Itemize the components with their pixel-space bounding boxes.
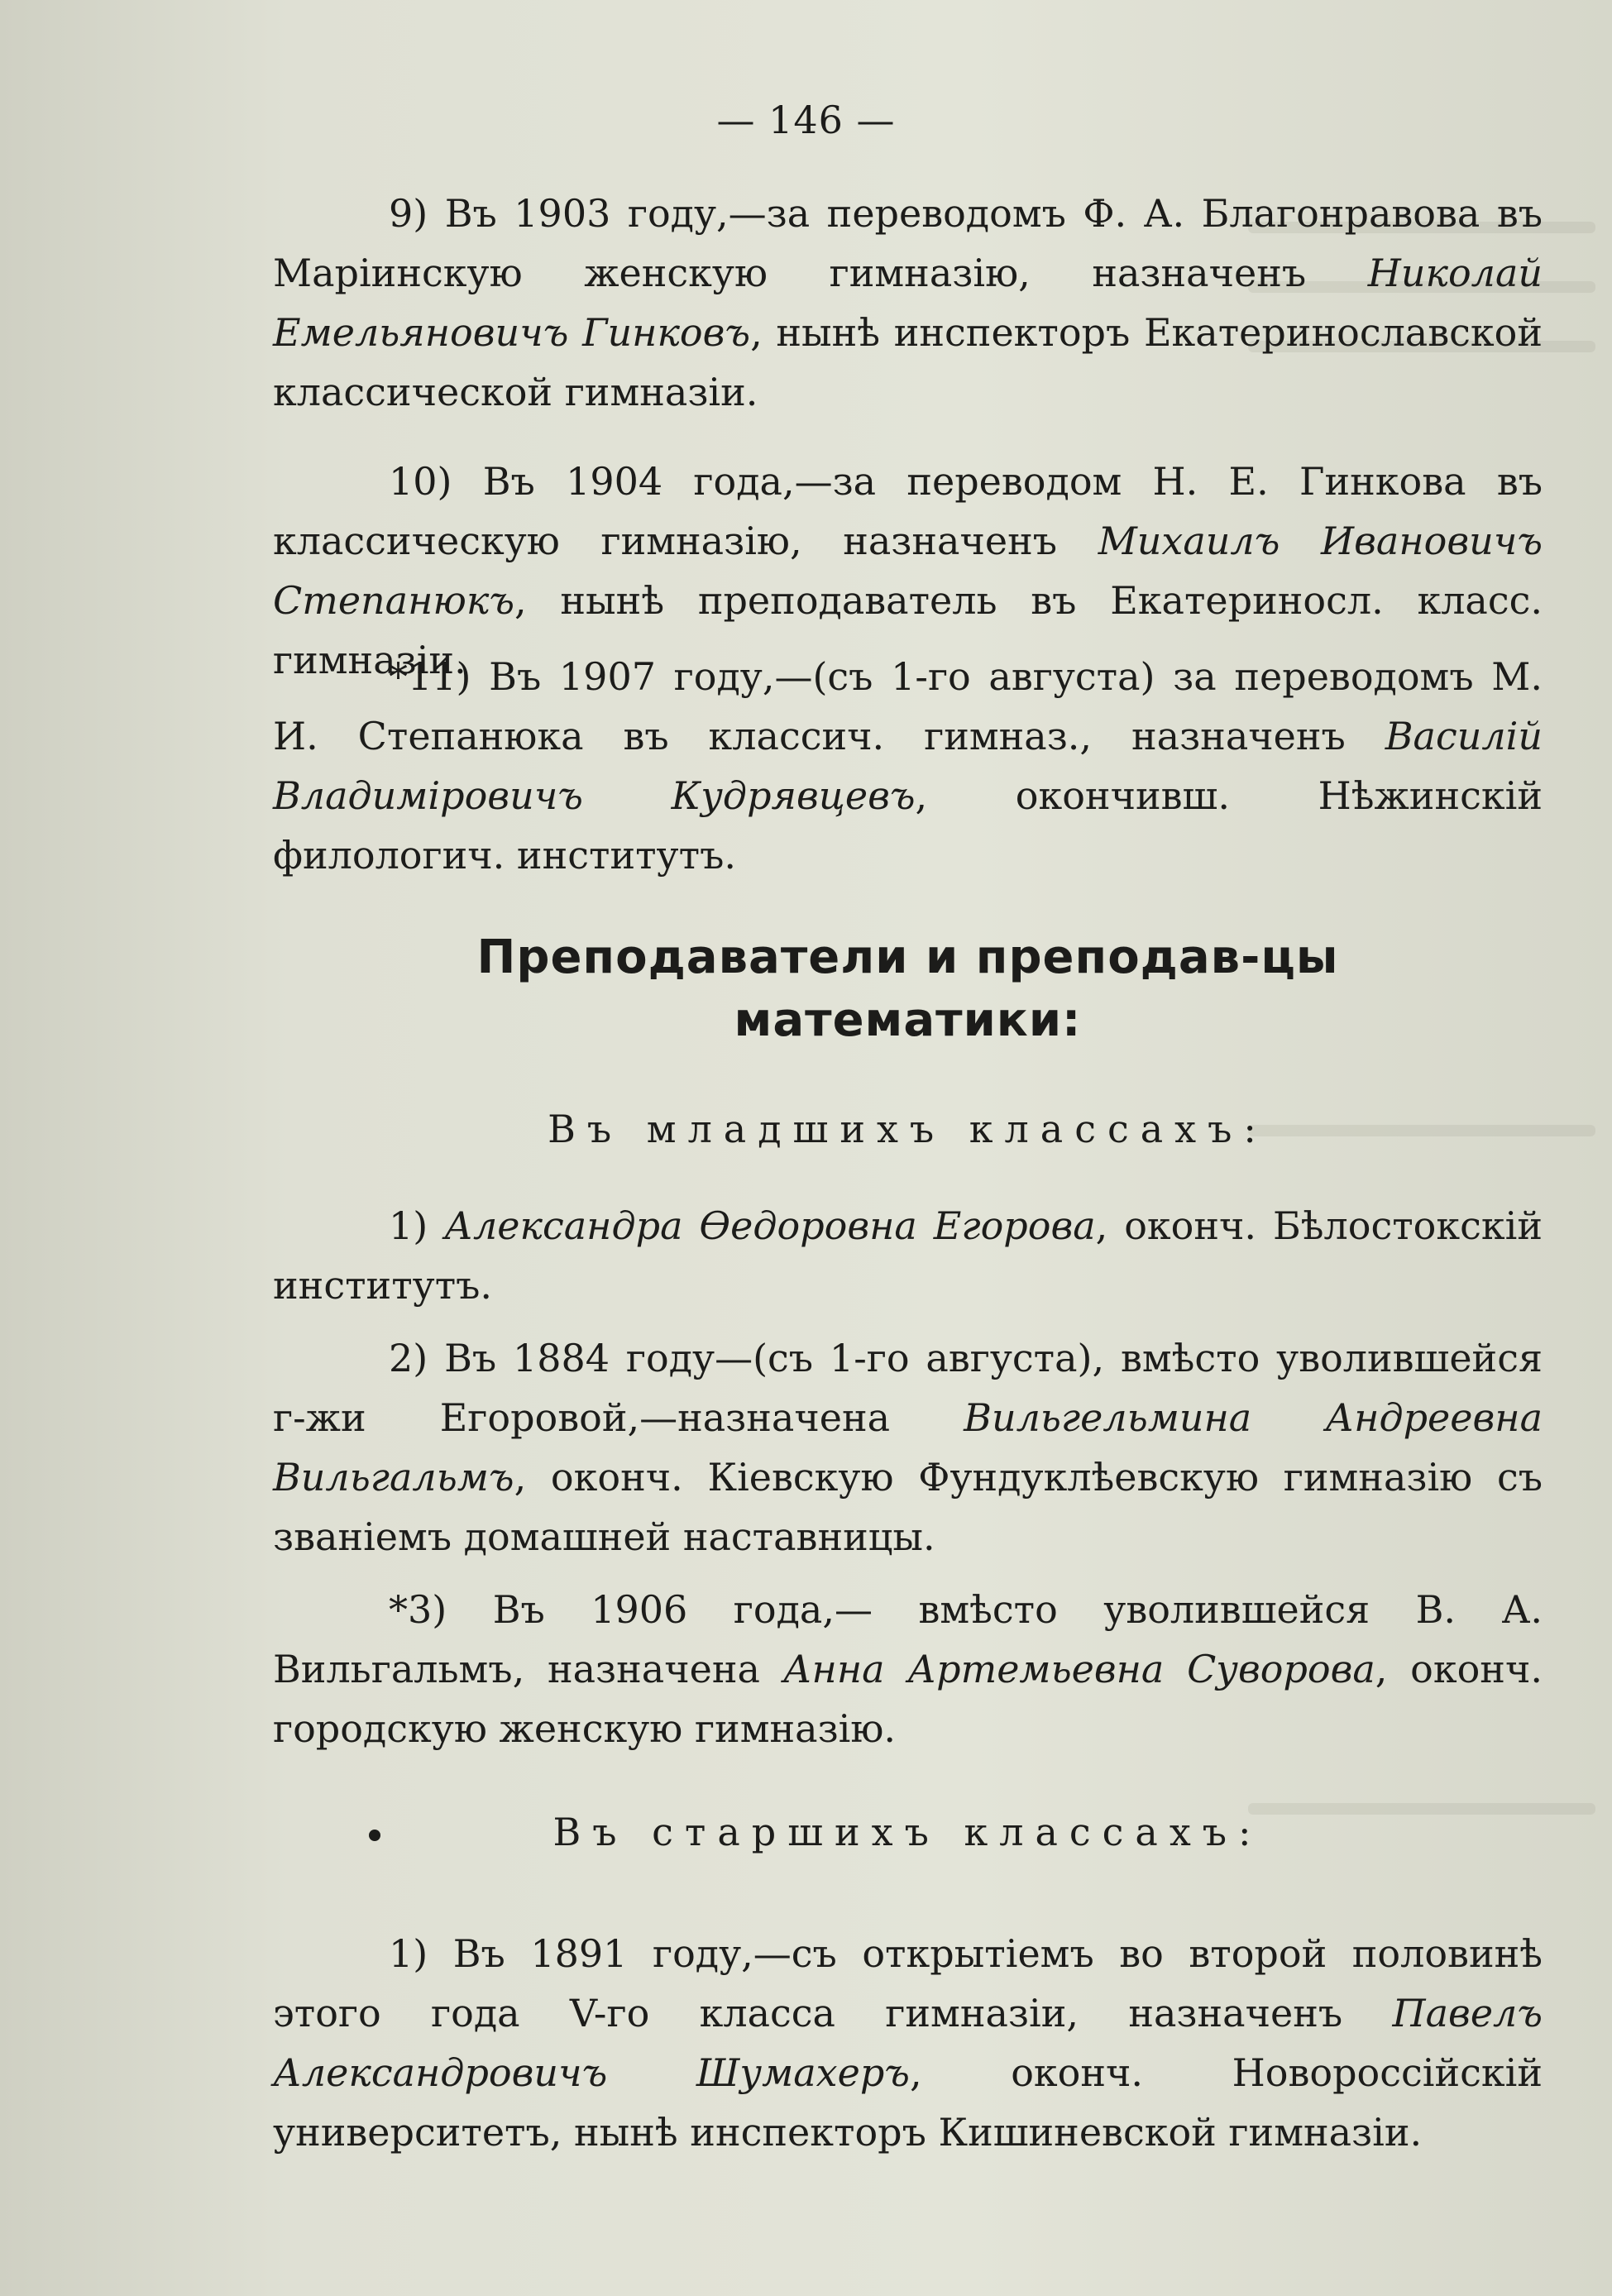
person-name: Анна Артемьевна Суворова <box>782 1647 1375 1691</box>
paragraph-text: , нынѣ инспекторъ Екатеринославской классической гимназіи. <box>273 310 1543 414</box>
paragraph-junior-1 <box>273 1196 1543 1315</box>
paragraph-text: 10) Въ 1904 года,—за переводом Н. Е. Гинкова въ классическую гимназію, назначенъ <box>273 459 1543 563</box>
paragraph-text: 1) <box>389 1203 445 1248</box>
paragraph-senior-1 <box>273 1924 1543 2162</box>
person-name: Вильгельмина Андреевна Вильгальмъ <box>273 1395 1543 1500</box>
paragraph-text: *11) Въ 1907 году,—(съ 1-го августа) за переводомъ М. И. Степанюка въ классич. гимназ., назначенъ <box>273 654 1543 758</box>
paragraph-text: 2) Въ 1884 году—(съ 1-го августа), вмѣсто уволившейся г-жи Егоровой,—назначена <box>273 1336 1543 1440</box>
paragraph-text: 9) Въ 1903 году,—за переводомъ Ф. А. Благонравова въ Маріинскую женскую гимназію, назначенъ <box>273 191 1543 295</box>
person-name: Павелъ Александровичъ Шумахеръ <box>273 1991 1543 2095</box>
paragraph-text: , нынѣ преподаватель въ Екатериносл. класс. гимназіи. <box>273 578 1543 682</box>
person-name: Николай Емельяновичъ Гинковъ <box>273 251 1543 355</box>
paragraph-text: , окончивш. Нѣжинскій филологич. институтъ. <box>273 773 1543 878</box>
page-number: — 146 — <box>716 98 896 142</box>
paragraph-text: *3) Въ 1906 года,— вмѣсто уволившейся В. А. Вильгальмъ, назначена <box>273 1587 1543 1691</box>
paragraph-text: , оконч. Новороссійскій университетъ, нынѣ инспекторъ Кишиневской гимназіи. <box>273 2050 1543 2155</box>
person-name: Михаилъ Ивановичъ Степанюкъ <box>273 519 1543 623</box>
paragraph-9 <box>273 184 1543 422</box>
paragraph-junior-2 <box>273 1328 1543 1567</box>
paragraph-11 <box>273 647 1543 885</box>
paragraph-text: , оконч. Бѣлостокскій институтъ. <box>273 1203 1543 1308</box>
subheading-junior-classes: Въ младшихъ классахъ: <box>548 1107 1268 1151</box>
section-title-line-1: Преподаватели и преподав-цы <box>476 930 1339 984</box>
paragraph-text: , оконч. городскую женскую гимназію. <box>273 1647 1543 1751</box>
person-name: Александра Өедоровна Егорова <box>444 1203 1096 1248</box>
paragraph-junior-3 <box>273 1580 1543 1758</box>
person-name: Василій Владиміровичъ Кудрявцевъ <box>273 714 1543 818</box>
paragraph-text: , оконч. Кіевскую Фундуклѣевскую гимназію съ званіемъ домашней наставницы. <box>273 1455 1543 1559</box>
section-title-line-2: математики: <box>734 993 1082 1047</box>
paragraph-text: 1) Въ 1891 году,—съ открытіемъ во второй половинѣ этого года V-го класса гимназіи, назначенъ <box>273 1931 1543 2035</box>
subheading-senior-classes: Въ старшихъ классахъ: <box>552 1810 1263 1854</box>
